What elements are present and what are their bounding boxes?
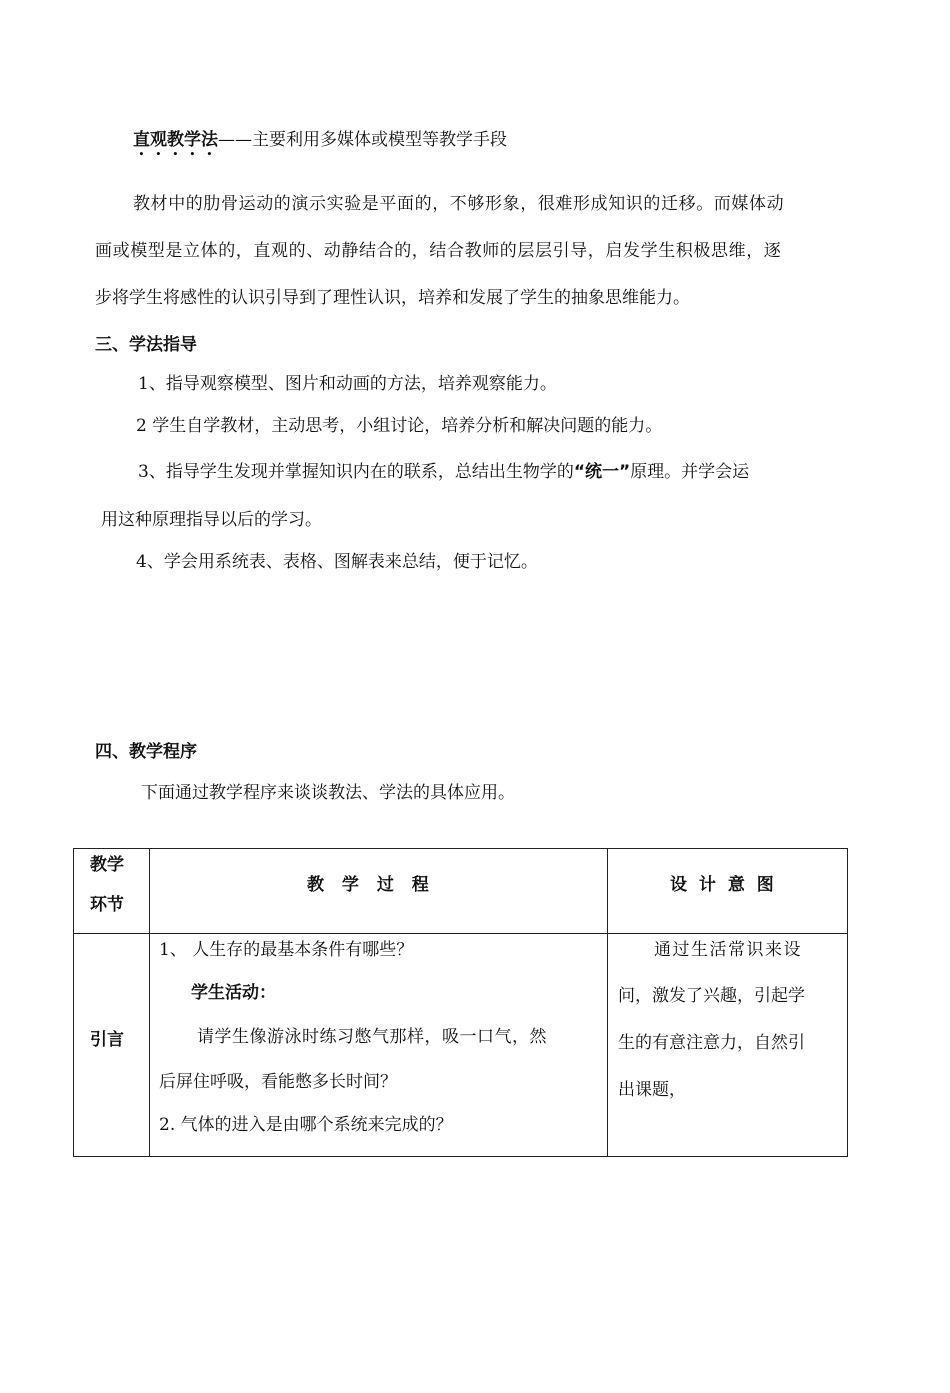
method-name: 直观教学法 <box>133 130 218 150</box>
table-header-row <box>74 849 848 934</box>
question-2: 2. 气体的进入是由哪个系统来完成的？ <box>159 1115 453 1135</box>
intent-line-2: 问，激发了兴趣，引起学 <box>618 986 805 1006</box>
header-stage-line2: 环节 <box>90 895 124 915</box>
process-cell <box>150 934 608 1157</box>
paragraph-line-3: 步将学生将感性的认识引导到了理性认识，培养和发展了学生的抽象思维能力。 <box>95 288 690 308</box>
stage-cell <box>74 934 150 1157</box>
activity-line-2: 后屏住呼吸，看能憋多长时间？ <box>159 1072 397 1092</box>
intent-line-4: 出课题， <box>618 1080 686 1100</box>
intent-line-3: 生的有意注意力，自然引 <box>618 1033 805 1053</box>
table-row <box>74 934 848 1157</box>
list-item: 2 学生自学教材，主动思考，小组讨论，培养分析和解决问题的能力。 <box>136 416 663 436</box>
activity-line-1: 请学生像游泳时练习憋气那样，吸一口气，然 <box>197 1027 547 1047</box>
list-item: 4、学会用系统表、表格、图解表来总结，便于记忆。 <box>136 552 538 572</box>
method-title-line <box>133 130 507 160</box>
section-heading-3: 三、学法指导 <box>95 335 197 355</box>
teaching-procedure-table <box>73 848 848 1157</box>
activity-label: 学生活动： <box>191 983 276 1003</box>
header-cell-intent <box>608 849 848 934</box>
list-item: 1、指导观察模型、图片和动画的方法，培养观察能力。 <box>138 374 557 394</box>
header-intent: 设 计 意 图 <box>670 875 777 895</box>
intent-cell <box>608 934 848 1157</box>
header-process: 教 学 过 程 <box>307 875 435 895</box>
emphasis-term: “统一” <box>573 462 631 482</box>
section-heading-4: 四、教学程序 <box>95 742 197 762</box>
paragraph-line-2: 画或模型是立体的，直观的、动静结合的，结合教师的层层引导，启发学生积极思维，逐 <box>95 241 782 261</box>
paragraph-line-1: 教材中的肋骨运动的演示实验是平面的，不够形象，很难形成知识的迁移。而媒体动 <box>133 194 785 214</box>
list-item <box>138 464 749 481</box>
question-1: 1、 人生存的最基本条件有哪些？ <box>159 940 414 960</box>
list-item-continuation: 用这种原理指导以后的学习。 <box>101 510 322 530</box>
method-description: ——主要利用多媒体或模型等教学手段 <box>218 130 507 150</box>
section-intro: 下面通过教学程序来谈谈教法、学法的具体应用。 <box>141 783 515 803</box>
intent-line-1: 通过生活常识来设 <box>654 940 802 960</box>
header-cell-stage <box>74 849 150 934</box>
stage-label: 引言 <box>90 1030 124 1050</box>
header-cell-process <box>150 849 608 934</box>
list-item-text: 原理。并学会运 <box>630 462 750 482</box>
header-stage-line1: 教学 <box>90 855 124 875</box>
list-item-text: 3、指导学生发现并掌握知识内在的联系，总结出生物学的 <box>138 462 574 482</box>
